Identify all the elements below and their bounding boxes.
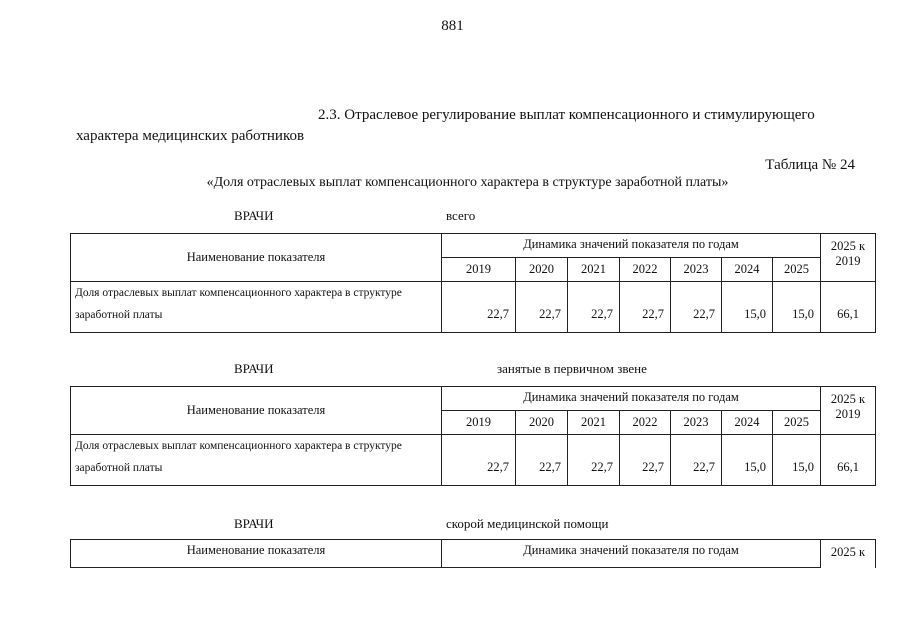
table-row [71, 282, 876, 333]
group-sub-3: скорой медицинской помощи [446, 516, 609, 531]
section-title-line2: характера медицинских работников [76, 128, 305, 144]
year-header: 2024 [722, 258, 773, 282]
group-sub-2: занятые в первичном звене [497, 361, 647, 376]
name-header: Наименование показателя [71, 540, 442, 568]
table-caption: «Доля отраслевых выплат компенсационного характера в структуре заработной платы» [206, 175, 729, 190]
ratio-header: 2025 к [821, 540, 876, 568]
row-name: Доля отраслевых выплат компенсационного характера в структуре заработной платы [71, 282, 442, 333]
group-label-2: ВРАЧИ [234, 361, 274, 376]
value-cell: 22,7 [442, 435, 516, 486]
name-header: Наименование показателя [71, 234, 442, 282]
page-number: 881 [441, 18, 464, 34]
year-header: 2021 [568, 258, 620, 282]
year-header: 2020 [516, 411, 568, 435]
year-header: 2020 [516, 258, 568, 282]
table-doctors-total [70, 233, 876, 333]
group-sub-1: всего [446, 208, 476, 223]
table-doctors-ambulance [70, 539, 876, 568]
ratio-header: 2025 к 2019 [821, 387, 876, 435]
year-header: 2022 [620, 411, 671, 435]
group-label-3: ВРАЧИ [234, 516, 274, 531]
year-header: 2019 [442, 258, 516, 282]
value-cell: 22,7 [620, 435, 671, 486]
value-cell: 22,7 [568, 282, 620, 333]
value-cell: 15,0 [773, 282, 821, 333]
dynamics-header: Динамика значений показателя по годам [442, 234, 821, 258]
group-label-1: ВРАЧИ [234, 208, 274, 223]
year-header: 2024 [722, 411, 773, 435]
year-header: 2019 [442, 411, 516, 435]
table-row [71, 435, 876, 486]
year-header: 2023 [671, 411, 722, 435]
year-header: 2025 [773, 411, 821, 435]
row-name: Доля отраслевых выплат компенсационного характера в структуре заработной платы [71, 435, 442, 486]
year-header: 2022 [620, 258, 671, 282]
value-cell: 15,0 [773, 435, 821, 486]
value-cell: 15,0 [722, 282, 773, 333]
name-header: Наименование показателя [71, 387, 442, 435]
year-header: 2023 [671, 258, 722, 282]
table-doctors-primary [70, 386, 876, 486]
value-cell: 22,7 [442, 282, 516, 333]
value-cell: 15,0 [722, 435, 773, 486]
ratio-header: 2025 к 2019 [821, 234, 876, 282]
section-title-line1: 2.3. Отраслевое регулирование выплат компенсационного и стимулирующего [318, 107, 815, 123]
dynamics-header: Динамика значений показателя по годам [442, 387, 821, 411]
year-header: 2021 [568, 411, 620, 435]
table-number: Таблица № 24 [765, 157, 855, 173]
dynamics-header: Динамика значений показателя по годам [442, 540, 821, 568]
value-cell: 22,7 [516, 435, 568, 486]
ratio-cell: 66,1 [821, 282, 876, 333]
value-cell: 22,7 [671, 435, 722, 486]
value-cell: 22,7 [516, 282, 568, 333]
value-cell: 22,7 [620, 282, 671, 333]
value-cell: 22,7 [671, 282, 722, 333]
value-cell: 22,7 [568, 435, 620, 486]
year-header: 2025 [773, 258, 821, 282]
ratio-cell: 66,1 [821, 435, 876, 486]
